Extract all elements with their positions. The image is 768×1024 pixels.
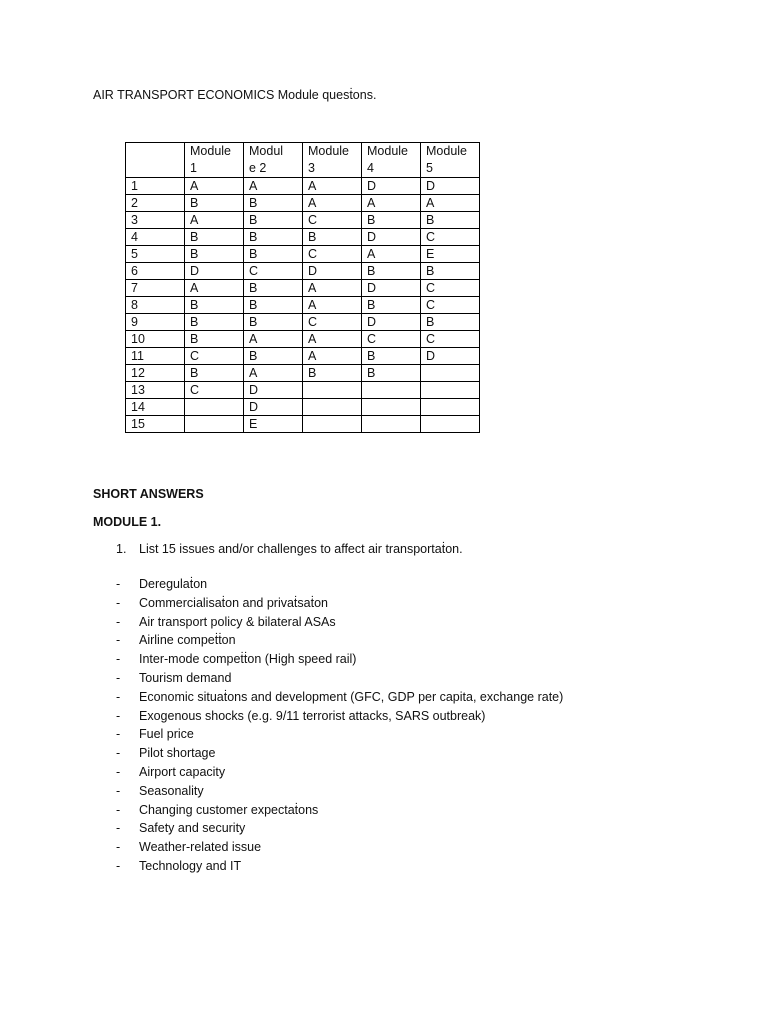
list-item-text: Seasonality [139, 783, 204, 798]
list-item-text: Airline compeṫṫon [139, 633, 236, 648]
answer-cell [303, 382, 362, 399]
list-item-text: Airport capacity [139, 764, 226, 779]
header-cell-module-2 [244, 143, 303, 178]
answer-cell: B [185, 365, 244, 382]
header-corner-cell [126, 143, 185, 178]
bullet-dash: - [116, 595, 121, 610]
answer-cell: B [244, 314, 303, 331]
question-number-cell: 9 [126, 314, 185, 331]
answer-key-body [126, 178, 480, 433]
header-cell-module-4 [362, 143, 421, 178]
question-number-cell: 6 [126, 263, 185, 280]
answer-cell: A [185, 280, 244, 297]
answer-cell: B [303, 365, 362, 382]
answer-cell [421, 382, 480, 399]
answer-cell: D [421, 348, 480, 365]
question-number-cell: 2 [126, 195, 185, 212]
header-line: Module [367, 144, 408, 158]
answer-cell: D [362, 229, 421, 246]
bullet-dash: - [116, 633, 121, 648]
answer-cell: B [362, 263, 421, 280]
header-line: 4 [367, 161, 374, 175]
answer-cell: B [421, 314, 480, 331]
list-item-text: Changing customer expectaṫons [139, 802, 319, 817]
answer-cell [362, 399, 421, 416]
question-number-cell: 12 [126, 365, 185, 382]
list-item [116, 801, 563, 820]
header-line: e 2 [249, 161, 267, 175]
answer-cell: B [185, 246, 244, 263]
bullet-dash: - [116, 821, 121, 836]
header-row [126, 143, 480, 178]
answer-cell [185, 399, 244, 416]
list-item [116, 650, 563, 669]
table-row [126, 178, 480, 195]
answer-cell: B [185, 297, 244, 314]
bullet-dash: - [116, 764, 121, 779]
answer-cell: D [244, 382, 303, 399]
list-item [116, 838, 563, 857]
bullet-dash: - [116, 727, 121, 742]
answer-cell [185, 416, 244, 433]
header-line: 1 [190, 161, 197, 175]
short-answers-heading: SHORT ANSWERS [93, 487, 204, 501]
table-row [126, 195, 480, 212]
answer-cell: C [421, 331, 480, 348]
answer-cell: C [421, 280, 480, 297]
answer-cell: A [303, 348, 362, 365]
answer-cell: D [185, 263, 244, 280]
answer-cell: B [185, 229, 244, 246]
answer-cell: A [303, 178, 362, 195]
answer-cell: C [185, 348, 244, 365]
question-number-cell: 8 [126, 297, 185, 314]
answer-cell: A [303, 280, 362, 297]
table-row [126, 229, 480, 246]
table-row [126, 365, 480, 382]
answer-cell: B [185, 195, 244, 212]
list-item-text: Commercialisaṫon and privaṫsaṫon [139, 595, 328, 610]
answer-cell: B [244, 297, 303, 314]
list-item [116, 819, 563, 838]
answer-cell: D [421, 178, 480, 195]
list-item [116, 725, 563, 744]
header-cell-module-1 [185, 143, 244, 178]
table-row [126, 280, 480, 297]
question-text: List 15 issues and/or challenges to affect air transportaṫon. [139, 542, 463, 556]
answer-cell: A [185, 212, 244, 229]
answer-key-table [125, 142, 480, 433]
answer-cell: B [185, 331, 244, 348]
answer-cell: A [421, 195, 480, 212]
table-row [126, 314, 480, 331]
list-item [116, 613, 563, 632]
list-item-text: Inter-mode compeṫṫon (High speed rail) [139, 652, 357, 667]
answer-cell: B [362, 297, 421, 314]
answer-cell: B [421, 212, 480, 229]
list-item-text: Weather-related issue [139, 840, 262, 855]
answer-cell: A [362, 246, 421, 263]
question-number-cell: 11 [126, 348, 185, 365]
question-number-cell: 4 [126, 229, 185, 246]
list-item [116, 631, 563, 650]
list-item-text: Technology and IT [139, 858, 242, 873]
table-row [126, 382, 480, 399]
bullet-dash: - [116, 802, 121, 817]
answer-cell: B [244, 212, 303, 229]
table-row [126, 212, 480, 229]
list-item [116, 782, 563, 801]
bullet-dash: - [116, 708, 121, 723]
answer-cell: B [362, 212, 421, 229]
answer-cell: C [421, 229, 480, 246]
list-item-text: Pilot shortage [139, 746, 216, 761]
list-item-text: Deregulaṫon [139, 577, 208, 591]
answer-cell: A [244, 178, 303, 195]
answer-cell: B [244, 246, 303, 263]
header-line: 5 [426, 161, 433, 175]
list-item-text: Safety and security [139, 821, 246, 836]
answer-cell: A [362, 195, 421, 212]
document-title: AIR TRANSPORT ECONOMICS Module quesṫons. [93, 88, 377, 102]
list-item-text: Tourism demand [139, 670, 232, 685]
bullet-dash: - [116, 746, 121, 761]
question-number-cell: 5 [126, 246, 185, 263]
list-item [116, 594, 563, 613]
bullet-dash: - [116, 670, 121, 685]
list-item [116, 744, 563, 763]
answer-cell: C [185, 382, 244, 399]
answer-cell [303, 416, 362, 433]
question-number-cell: 15 [126, 416, 185, 433]
question-1 [116, 542, 463, 556]
bullet-dash: - [116, 783, 121, 798]
answer-cell: C [303, 314, 362, 331]
issues-list [116, 575, 563, 876]
module-1-heading: MODULE 1. [93, 515, 162, 529]
header-line: Module [308, 144, 349, 158]
answer-cell: B [244, 195, 303, 212]
answer-cell: B [421, 263, 480, 280]
bullet-dash: - [116, 858, 121, 873]
list-item-text: Exogenous shocks (e.g. 9/11 terrorist attacks, SARS outbreak) [139, 708, 486, 723]
answer-cell: D [362, 178, 421, 195]
answer-cell: A [244, 331, 303, 348]
answer-cell: B [244, 229, 303, 246]
list-item [116, 763, 563, 782]
answer-cell: A [303, 331, 362, 348]
answer-cell: A [185, 178, 244, 195]
answer-cell: A [303, 297, 362, 314]
list-item-text: Fuel price [139, 727, 194, 742]
list-item [116, 857, 563, 876]
answer-cell: B [244, 348, 303, 365]
answer-cell: A [303, 195, 362, 212]
answer-cell: B [362, 365, 421, 382]
question-number-cell: 1 [126, 178, 185, 195]
bullet-dash: - [116, 652, 121, 667]
answer-cell: D [362, 314, 421, 331]
answer-cell [303, 399, 362, 416]
answer-cell [421, 399, 480, 416]
answer-cell [421, 365, 480, 382]
answer-cell: C [244, 263, 303, 280]
answer-cell: D [303, 263, 362, 280]
table-row [126, 348, 480, 365]
answer-cell: C [421, 297, 480, 314]
question-number-cell: 14 [126, 399, 185, 416]
answer-cell [362, 416, 421, 433]
table-row [126, 399, 480, 416]
answer-cell: A [244, 365, 303, 382]
bullet-dash: - [116, 614, 121, 629]
table-row [126, 263, 480, 280]
answer-cell [362, 382, 421, 399]
table-row [126, 246, 480, 263]
table-row [126, 416, 480, 433]
header-cell-module-3 [303, 143, 362, 178]
table-row [126, 331, 480, 348]
bullet-dash: - [116, 689, 121, 704]
answer-cell: C [303, 246, 362, 263]
header-line: Modul [249, 144, 284, 158]
question-number-cell: 7 [126, 280, 185, 297]
answer-key-header [126, 143, 480, 178]
answer-cell: D [244, 399, 303, 416]
table-row [126, 297, 480, 314]
answer-cell: E [421, 246, 480, 263]
list-item-text: Economic situaṫons and development (GFC, GDP per capita, exchange rate) [139, 689, 564, 704]
question-number-cell: 10 [126, 331, 185, 348]
list-item-text: Air transport policy & bilateral ASAs [139, 614, 336, 629]
answer-cell: C [362, 331, 421, 348]
list-item [116, 575, 563, 594]
bullet-dash: - [116, 840, 121, 855]
header-cell-module-5 [421, 143, 480, 178]
list-item [116, 669, 563, 688]
question-number: 1. [116, 542, 127, 556]
header-line: Module [190, 144, 231, 158]
answer-cell: E [244, 416, 303, 433]
header-line: 3 [308, 161, 315, 175]
answer-cell: B [244, 280, 303, 297]
answer-cell: B [185, 314, 244, 331]
list-item [116, 707, 563, 726]
header-line: Module [426, 144, 467, 158]
answer-cell: D [362, 280, 421, 297]
bullet-dash: - [116, 577, 121, 591]
answer-cell: B [362, 348, 421, 365]
answer-cell: B [303, 229, 362, 246]
question-number-cell: 3 [126, 212, 185, 229]
answer-cell [421, 416, 480, 433]
answer-cell: C [303, 212, 362, 229]
question-number-cell: 13 [126, 382, 185, 399]
list-item [116, 688, 563, 707]
